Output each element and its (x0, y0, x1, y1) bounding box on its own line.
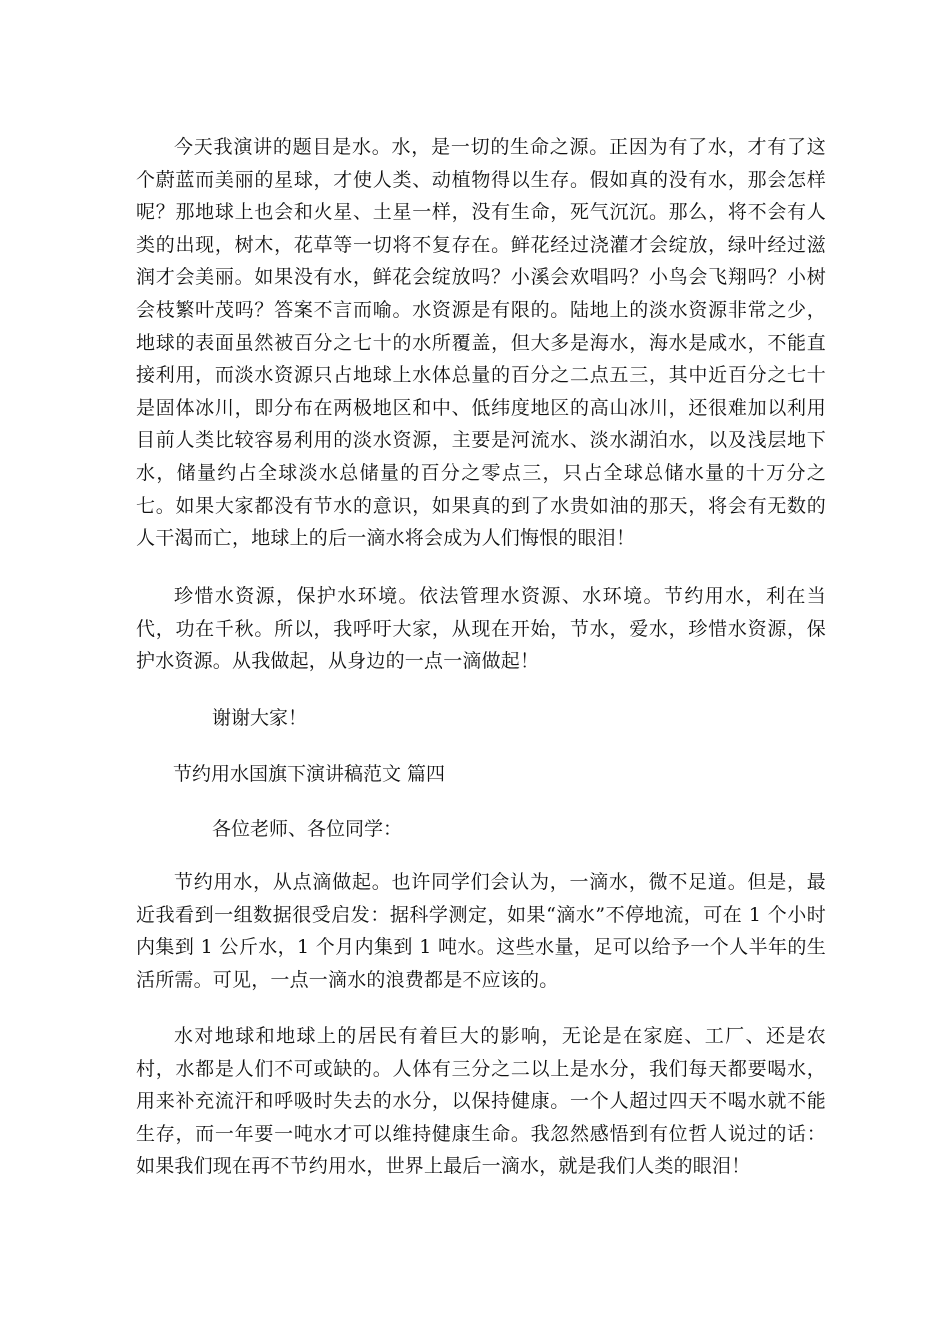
paragraph-save-drops: 节约用水，从点滴做起。也许同学们会认为，一滴水，微不足道。但是，最近我看到一组数据很受启发：据科学测定，如果“滴水”不停地流，可在 1 个小时内集到 1 公斤水，1 个月内集到 1 吨水。这些水量，足可以给予一个人半年的生活所需。可见，一点一滴水的浪费都是不应该的。 (136, 871, 826, 991)
paragraph-water-source: 今天我演讲的题目是水。水，是一切的生命之源。正因为有了水，才有了这个蔚蓝而美丽的星球，才使人类、动植物得以生存。假如真的没有水，那会怎样呢？那地球上也会和火星、土星一样，没有生命，死气沉沉。那么，将不会有人类的出现，树木，花草等一切将不复存在。鲜花经过浇灌才会绽放，绿叶经过滋润才会美丽。如果没有水，鲜花会绽放吗？小溪会欢唱吗？小鸟会飞翔吗？小树会枝繁叶茂吗？答案不言而喻。水资源是有限的。陆地上的淡水资源非常之少，地球的表面虽然被百分之七十的水所覆盖，但大多是海水，海水是咸水，不能直接利用，而淡水资源只占地球上水体总量的百分之二点五三，其中近百分之七十是固体冰川，即分布在两极地区和中、低纬度地区的高山冰川，还很难加以利用目前人类比较容易利用的淡水资源，主要是河流水、淡水湖泊水，以及浅层地下水，储量约占全球淡水总储量的百分之零点三，只占全球总储水量的十万分之七。如果大家都没有节水的意识，如果真的到了水贵如油的那天，将会有无数的人干渴而亡，地球上的后一滴水将会成为人们悔恨的眼泪！ (136, 136, 826, 550)
salutation: 各位老师、各位同学： (212, 818, 403, 840)
section-title: 节约用水国旗下演讲稿范文 篇四 (173, 763, 446, 785)
thanks-line: 谢谢大家！ (212, 707, 308, 729)
paragraph-water-importance: 水对地球和地球上的居民有着巨大的影响，无论是在家庭、工厂、还是农村，水都是人们不可或缺的。人体有三分之二以上是水分，我们每天都要喝水，用来补充流汗和呼吸时失去的水分，以保持健康。一个人超过四天不喝水就不能生存，而一年要一吨水才可以维持健康生命。我忽然感悟到有位哲人说过的话：如果我们现在再不节约用水，世界上最后一滴水，就是我们人类的眼泪！ (136, 1025, 826, 1178)
paragraph-cherish-water: 珍惜水资源，保护水环境。依法管理水资源、水环境。节约用水，利在当代，功在千秋。所以，我呼吁大家，从现在开始，节水，爱水，珍惜水资源，保护水资源。从我做起，从身边的一点一滴做起！ (136, 585, 826, 673)
